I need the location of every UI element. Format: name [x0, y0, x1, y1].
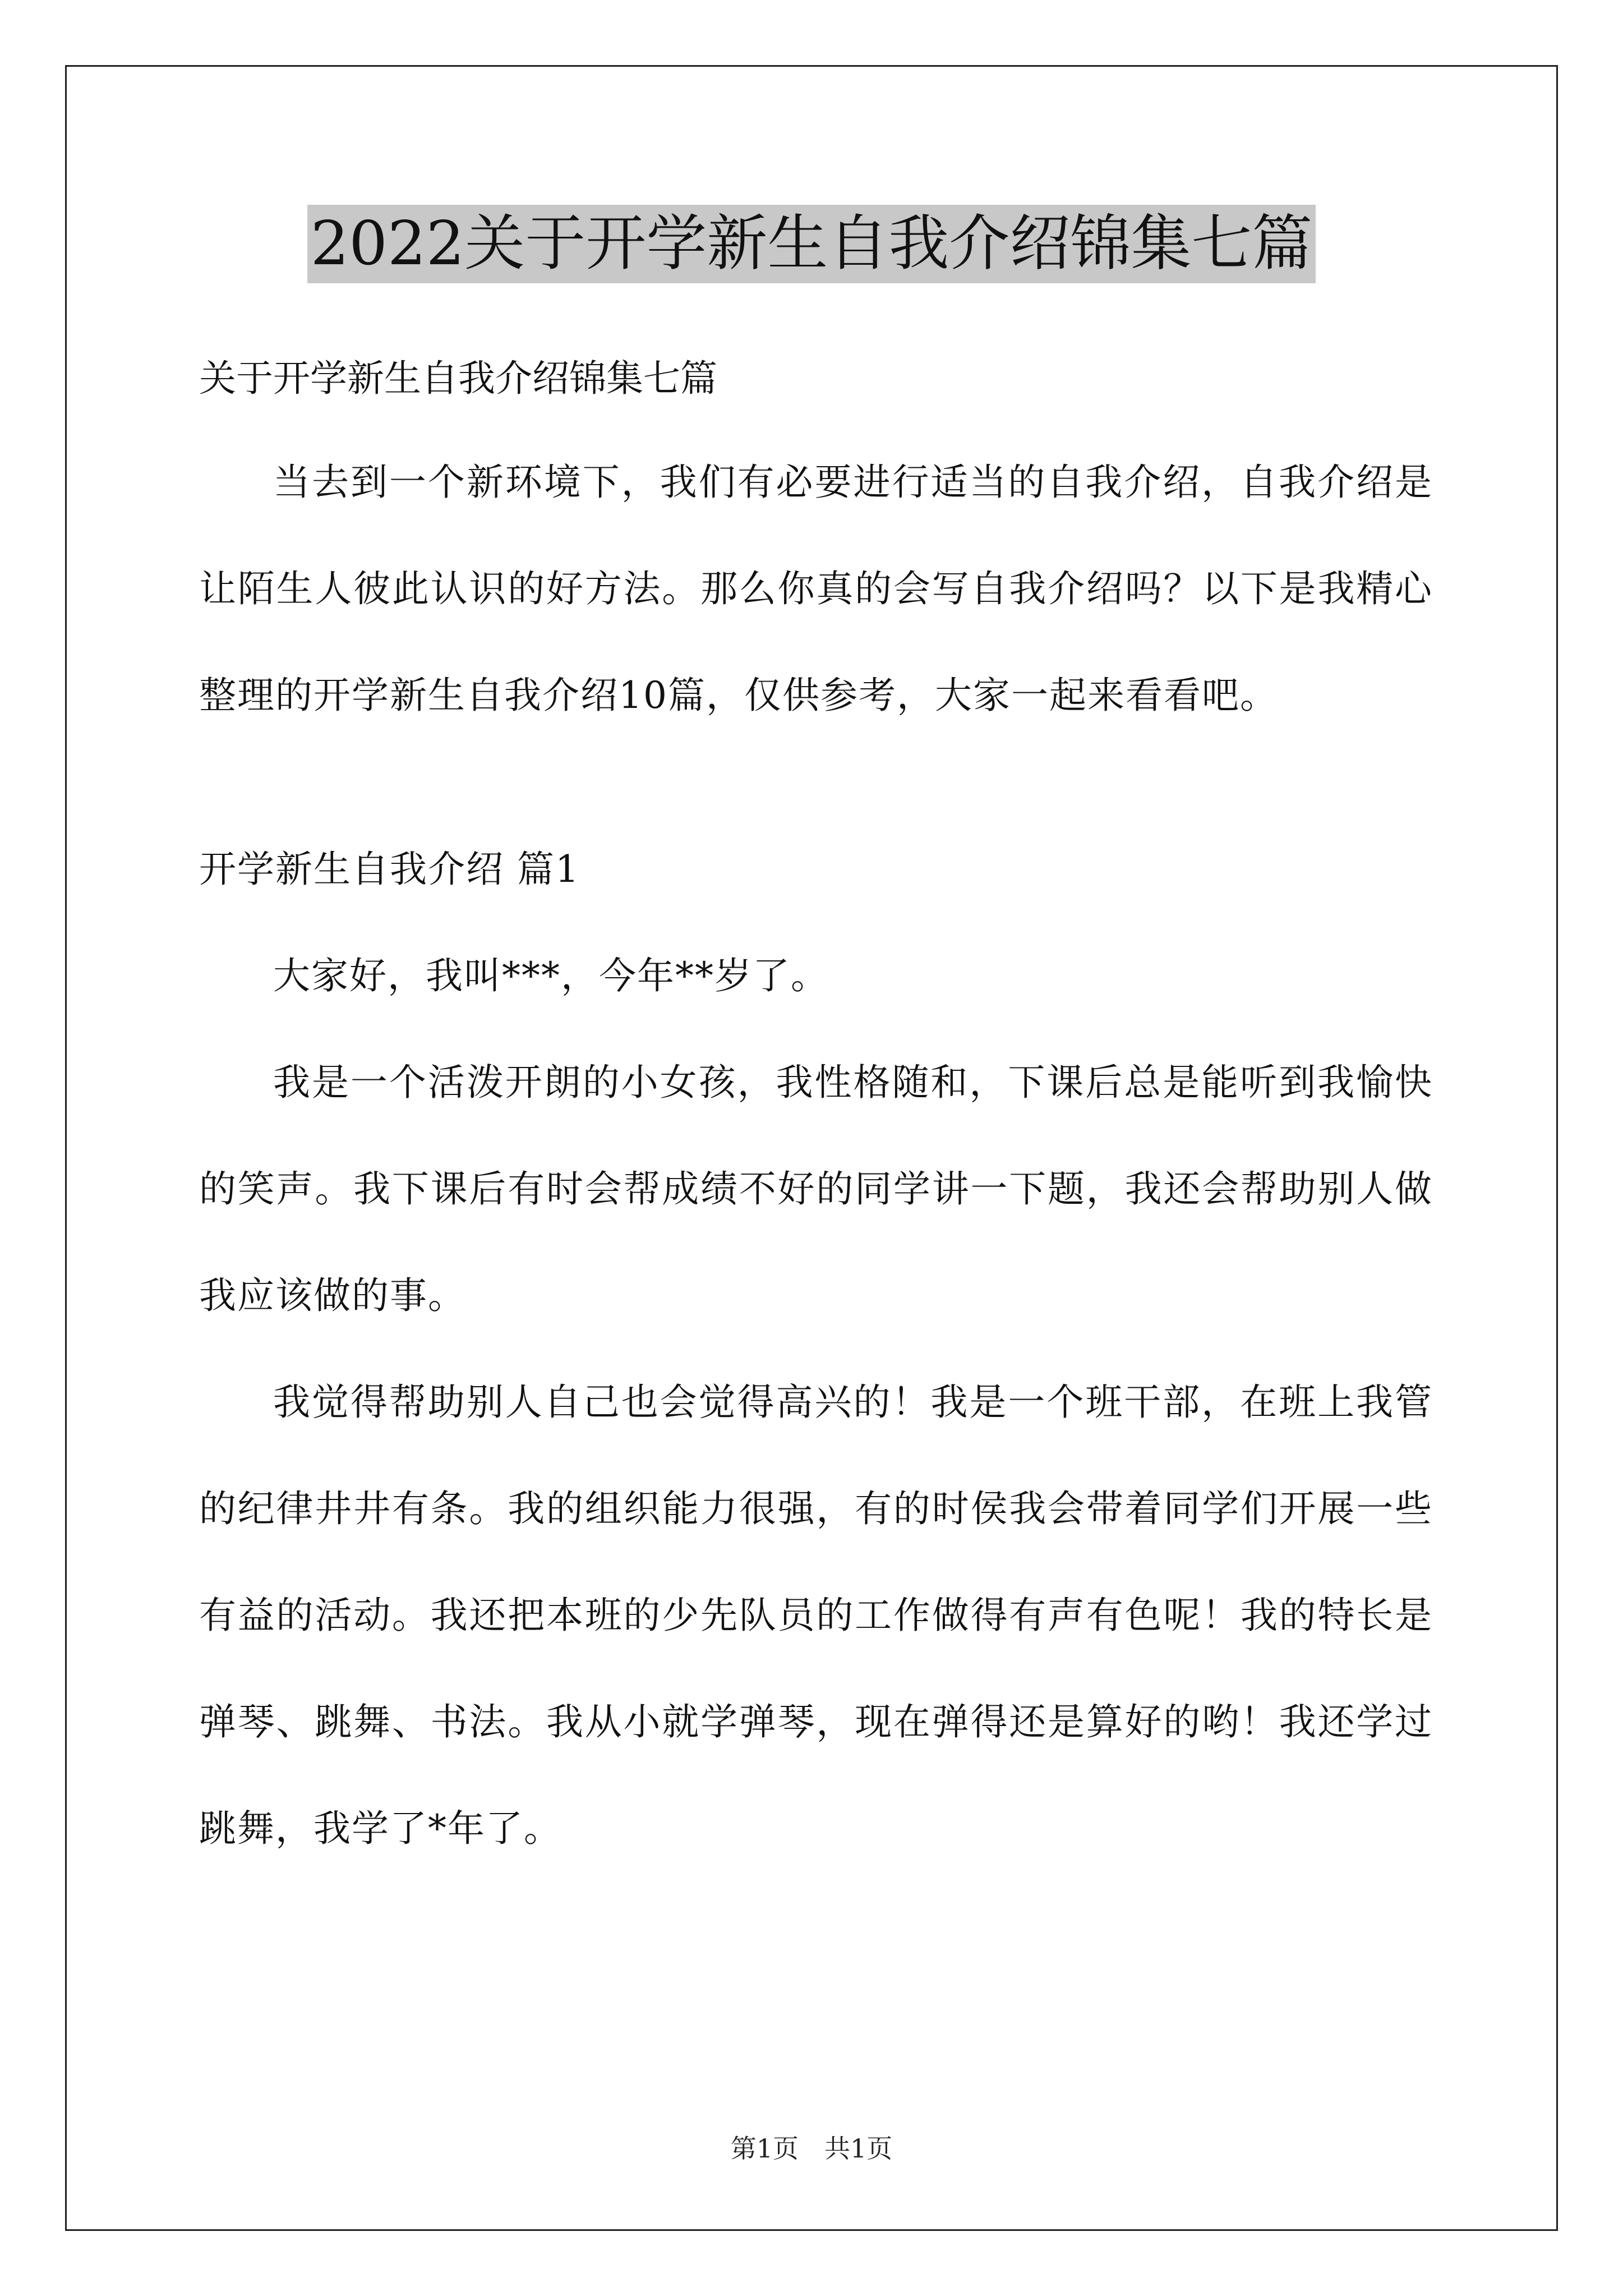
document-body — [199, 342, 1433, 1882]
page-footer: 第1页 共1页 — [730, 2133, 893, 2164]
title-wrap — [0, 205, 1623, 283]
document-subtitle: 关于开学新生自我介绍锦集七篇 — [199, 357, 717, 400]
body-paragraph-3: 我觉得帮助别人自己也会觉得高兴的！我是一个班干部，在班上我管的纪律井井有条。我的组织能力很强，有的时侯我会带着同学们开展一些有益的活动。我还把本班的少先队员的工作做得有声有色呢！我的特长是弹琴、跳舞、书法。我从小就学弹琴，现在弹得还是算好的哟！我还学过跳舞，我学了*年了。 — [199, 1381, 1433, 1850]
body-paragraph-2: 我是一个活泼开朗的小女孩，我性格随和，下课后总是能听到我愉快的笑声。我下课后有时会帮成绩不好的同学讲一下题，我还会帮助别人做我应该做的事。 — [199, 1061, 1433, 1317]
body-paragraph-1: 大家好，我叫***，今年**岁了。 — [273, 954, 829, 997]
intro-paragraph: 当去到一个新环境下，我们有必要进行适当的自我介绍，自我介绍是让陌生人彼此认识的好方法。那么你真的会写自我介绍吗？以下是我精心整理的开学新生自我介绍10篇，仅供参考，大家一起来看看吧。 — [199, 461, 1433, 717]
document-title: 2022关于开学新生自我介绍锦集七篇 — [307, 205, 1316, 283]
section-heading: 开学新生自我介绍 篇1 — [199, 848, 580, 891]
